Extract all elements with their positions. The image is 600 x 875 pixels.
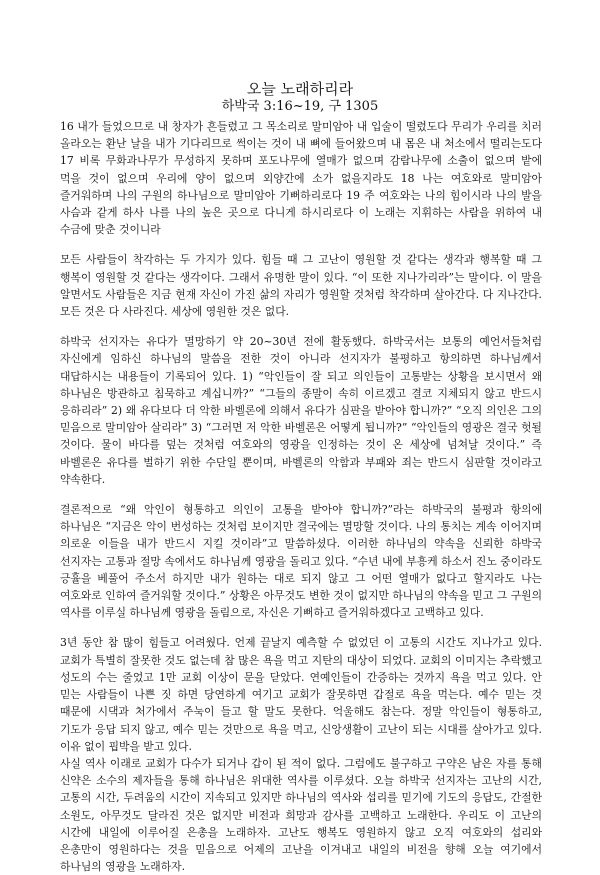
body-paragraph: 3년 동안 참 많이 힘들고 어려웠다. 언제 끝날지 예측할 수 없었던 이 고통의 시간도 지나가고 있다. 교회가 특별히 잘못한 것도 없는데 참 많은 욕을 먹고 지탄의 대상이 되었다. 교회의 이미지는 추락했고 성도의 수는 줄었고 1만 교회 이상이 문을 닫았다. 연예인들이 간증하는 것까지 욕을 먹고 있다. 안 믿는 사람들이 나쁜 짓 하면 당연하게 여기고 교회가 잘못하면 갑절로 욕을 먹는다. 예수 믿는 것 때문에 시댁과 처가에서 주눅이 들고 할 말도 못한다. 억울해도 참는다. 정말 악인들이 형통하고, 기도가 응답 되지 않고, 예수 믿는 것만으로 욕을 먹고, 신앙생활이 고난이 되는 시대를 살아가고 있다. 이유 없이 핍박을 받고 있다. [60,636,542,753]
body-paragraph: 하박국 선지자는 유다가 멸망하기 약 20~30년 전에 활동했다. 하박국서는 보통의 예언서들처럼 자신에게 임하신 하나님의 말씀을 전한 것이 아니라 선지자가 불평하고 항의하면 하나님께서 대답하시는 내용들이 기록되어 있다. 1) “악인들이 잘 되고 의인들이 고통받는 상황을 보시면서 왜 하나님은 방관하고 침묵하고 계십니까?” “그들의 종말이 속히 이르겠고 결코 지체되지 않고 반드시 응하리라” 2) 왜 유다보다 더 악한 바벨론에 의해서 유다가 심판을 받아야 합니까?” “오직 의인은 그의 믿음으로 말미암아 살리라” 3) “그러면 저 악한 바벨론은 어떻게 됩니까?” “악인들의 영광은 결국 헛될 것이다. 물이 바다를 덮는 것처럼 여호와의 영광을 인정하는 것이 온 세상에 넘쳐날 것이다.” 즉 바벨론은 유다를 벌하기 위한 수단일 뿐이며, 바벨론의 악함과 부패와 죄는 반드시 심판할 것이라고 약속한다. [60,335,542,486]
body-paragraph: 결론적으로 “왜 악인이 형통하고 의인이 고통을 받아야 합니까?”라는 하박국의 불평과 항의에 하나님은 “지금은 악이 번성하는 것처럼 보이지만 결국에는 멸망할 것이다. 나의 통치는 계속 이어지며 의로운 이들을 내가 반드시 지킬 것이라”고 말씀하셨다. 이러한 하나님의 약속을 신뢰한 하박국 선지자는 고통과 절망 속에서도 하나님께 영광을 돌리고 있다. “수년 내에 부흥케 하소서 진노 중이라도 긍휼을 베풀어 주소서 하지만 내가 원하는 대로 되지 않고 그 어떤 열매가 없다고 할지라도 나는 여호와로 인하여 즐거워할 것이다.” 상황은 아무것도 변한 것이 없지만 하나님의 약속을 믿고 그 구원의 역사를 이루실 하나님께 영광을 돌림으로, 자신은 기뻐하고 즐거워하겠다고 고백하고 있다. [60,503,542,620]
body-paragraph: 사실 역사 이래로 교회가 다수가 되거나 갑이 된 적이 없다. 그럼에도 불구하고 구약은 남은 자를 통해 신약은 소수의 제자들을 통해 하나님은 위대한 역사를 이루셨다. 오늘 하박국 선지자는 고난의 시간, 고통의 시간, 두려움의 시간이 지속되고 있지만 하나님의 역사와 섭리를 믿기에 기도의 응답도, 간절한 소원도, 아무것도 달라진 것은 없지만 비전과 희망과 감사를 고백하고 노래한다. 우리도 이 고난의 시간에 내일에 이루어질 은총을 노래하자. 고난도 행복도 영원하지 않고 오직 여호와의 섭리와 은총만이 영원하다는 것을 믿음으로 어제의 고난을 이겨내고 내일의 비전을 향해 오늘 여기에서 하나님의 영광을 노래하자. [60,756,542,874]
scripture-reference: 하박국 3:16~19, 구 1305 [221,99,379,114]
document-body [60,118,542,875]
body-paragraph: 모든 사람들이 착각하는 두 가지가 있다. 힘들 때 그 고난이 영원할 것 같다는 생각과 행복할 때 그 행복이 영원할 것 같다는 생각이다. 그래서 유명한 말이 있다. “이 또한 지나가리라”는 말이다. 이 말을 알면서도 사람들은 지금 현재 자신이 가진 삶의 자리가 영원할 것처럼 착각하며 살아간다. 다 지나간다. 모든 것은 다 사라진다. 세상에 영원한 것은 없다. [60,253,542,319]
scripture-text-paragraph: 16 내가 들었으므로 내 창자가 흔들렸고 그 목소리로 말미암아 내 입술이 떨렸도다 무리가 우리를 치러 올라오는 환난 날을 내가 기다리므로 썩이는 것이 내 뼈에 들어왔으며 내 몸은 내 처소에서 떨리는도다 17 비록 무화과나무가 무성하지 못하며 포도나무에 열매가 없으며 감람나무에 소출이 없으며 밭에 먹을 것이 없으며 우리에 양이 없으며 외양간에 소가 없을지라도 18 나는 여호와로 말미암아 즐거워하며 나의 구원의 하나님으로 말미암아 기뻐하리로다 19 주 여호와는 나의 힘이시라 나의 발을 사슴과 같게 하사 나를 나의 높은 곳으로 다니게 하시리로다 이 노래는 지휘하는 사람을 위하여 내 수금에 맞춘 것이니라 [60,120,542,237]
document-title: 오늘 노래하리라 [246,80,354,98]
